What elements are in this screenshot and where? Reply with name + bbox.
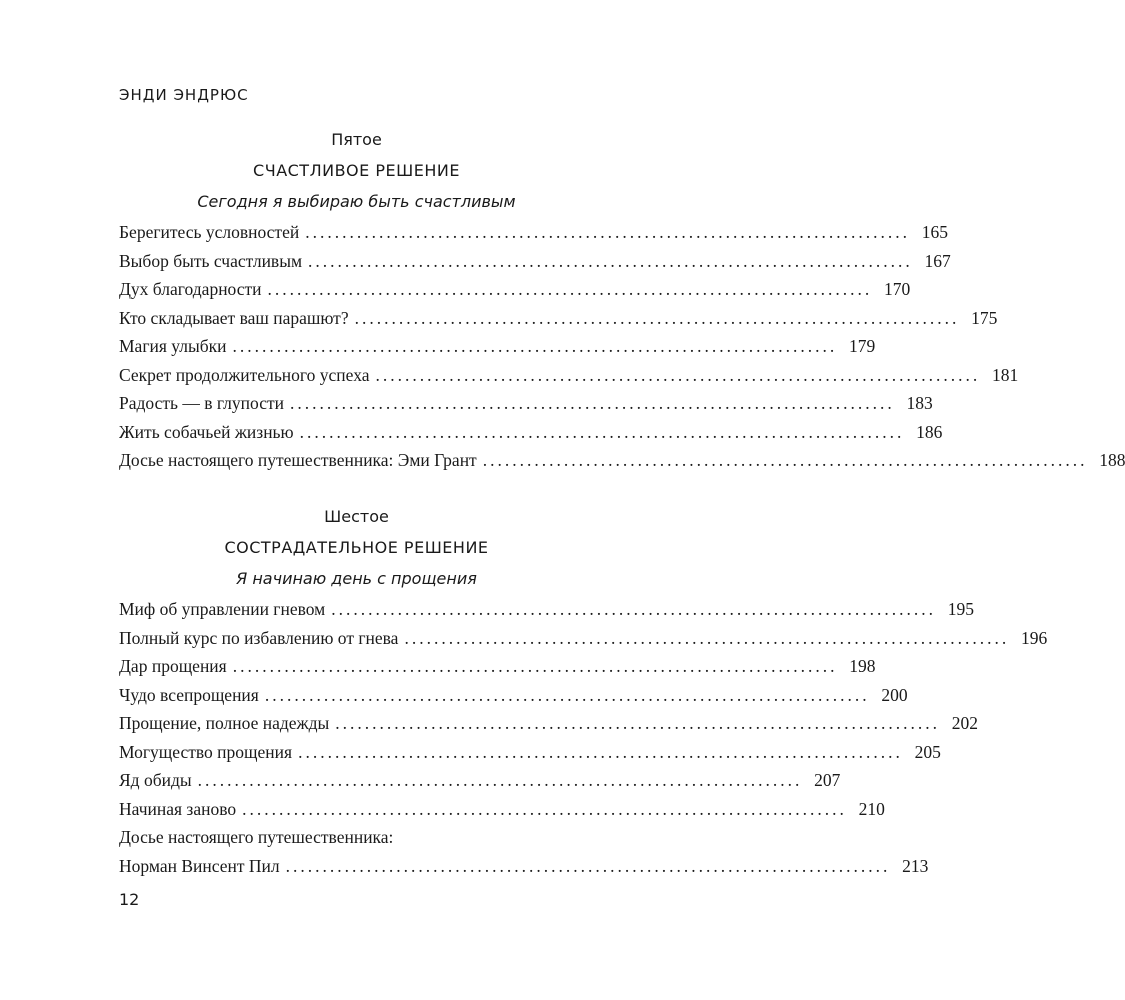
toc-entry[interactable] bbox=[119, 709, 979, 738]
toc-entry-title: Дар прощения bbox=[119, 656, 227, 676]
toc-entry[interactable] bbox=[119, 738, 941, 767]
toc-entry-title-line1: Досье настоящего путешественника: bbox=[119, 827, 394, 847]
toc-entry-page: 210 bbox=[858, 798, 885, 819]
toc-entry-multiline-first[interactable] bbox=[119, 823, 594, 852]
toc-entry-page: 198 bbox=[849, 656, 876, 676]
toc-entry-page: 186 bbox=[916, 421, 943, 442]
dot-leader: .................................................................................. bbox=[264, 684, 870, 705]
dot-leader: .................................................................................. bbox=[298, 741, 903, 762]
toc-entry-page: 205 bbox=[914, 741, 941, 762]
toc-entry[interactable] bbox=[119, 418, 943, 447]
toc-entry-title: Кто складывает ваш парашют? bbox=[119, 307, 349, 328]
toc-entry-page: 195 bbox=[947, 599, 974, 619]
section-subtitle: Сегодня я выбираю быть счастливым bbox=[197, 192, 516, 211]
toc-entry[interactable] bbox=[119, 218, 948, 247]
toc-entry[interactable] bbox=[119, 247, 951, 276]
running-header-author: ЭНДИ ЭНДРЮС bbox=[119, 86, 249, 104]
toc-entry-page: 167 bbox=[924, 250, 951, 271]
section-title: СОСТРАДАТЕЛЬНОЕ РЕШЕНИЕ bbox=[224, 538, 489, 557]
dot-leader: .................................................................................. bbox=[305, 222, 910, 242]
toc-entry-title: Выбор быть счастливым bbox=[119, 250, 303, 271]
toc-entry-multiline-second[interactable] bbox=[119, 852, 929, 881]
toc-entry-page: 213 bbox=[902, 855, 929, 876]
dot-leader: .................................................................................. bbox=[232, 656, 838, 676]
toc-list bbox=[119, 595, 1048, 880]
toc-entry-page: 196 bbox=[1020, 627, 1048, 648]
toc-entry-title: Полный курс по избавлению от гнева bbox=[119, 627, 399, 648]
dot-leader: .................................................................................. bbox=[482, 450, 1088, 470]
toc-entry[interactable] bbox=[119, 275, 911, 304]
dot-leader: .................................................................................. bbox=[267, 279, 873, 299]
toc-entry-page: 181 bbox=[992, 364, 1019, 385]
toc-entry-title: Миф об управлении гневом bbox=[119, 599, 326, 619]
toc-section-6 bbox=[119, 505, 1048, 880]
toc-entry[interactable] bbox=[119, 332, 876, 361]
toc-entry-title: Берегитесь условностей bbox=[119, 222, 300, 242]
toc-section-5 bbox=[119, 128, 1125, 475]
toc-entry-page: 170 bbox=[884, 279, 911, 299]
dot-leader: .................................................................................. bbox=[308, 250, 913, 271]
toc-entry[interactable] bbox=[119, 595, 974, 624]
toc-entry-title: Дух благодарности bbox=[119, 279, 262, 299]
toc-entry-title: Магия улыбки bbox=[119, 336, 227, 356]
toc-entry[interactable] bbox=[119, 446, 1125, 475]
toc-entry-title: Досье настоящего путешественника: Эми Грант bbox=[119, 450, 477, 470]
dot-leader: .................................................................................. bbox=[404, 627, 1010, 648]
dot-leader: .................................................................................. bbox=[285, 855, 891, 876]
toc-entry[interactable] bbox=[119, 389, 933, 418]
dot-leader: .................................................................................. bbox=[375, 364, 981, 385]
dot-leader: .................................................................................. bbox=[197, 770, 803, 790]
dot-leader: .................................................................................. bbox=[299, 421, 905, 442]
toc-entry[interactable] bbox=[119, 361, 1019, 390]
section-number: Шестое bbox=[324, 507, 389, 526]
toc-entry-title: Могущество прощения bbox=[119, 741, 293, 762]
toc-entry-page: 165 bbox=[921, 222, 948, 242]
toc-entry-page: 188 bbox=[1099, 450, 1125, 470]
dot-leader: .................................................................................. bbox=[331, 599, 936, 619]
toc-entry-title: Жить собачьей жизнью bbox=[119, 421, 294, 442]
toc-entry-page: 207 bbox=[814, 770, 841, 790]
toc-entry-page: 183 bbox=[906, 393, 933, 413]
section-number: Пятое bbox=[331, 130, 382, 149]
toc-entry-page: 175 bbox=[971, 307, 998, 328]
dot-leader: .................................................................................. bbox=[354, 307, 960, 328]
toc-entry[interactable] bbox=[119, 766, 841, 795]
section-subtitle: Я начинаю день с прощения bbox=[236, 569, 477, 588]
toc-entry-page: 202 bbox=[951, 713, 979, 733]
dot-leader: .................................................................................. bbox=[232, 336, 838, 356]
toc-entry-title: Секрет продолжительного успеха bbox=[119, 364, 370, 385]
toc-entry-page: 179 bbox=[849, 336, 876, 356]
page-number: 12 bbox=[119, 890, 140, 909]
dot-leader: .................................................................................. bbox=[242, 798, 847, 819]
toc-entry-title-line2: Норман Винсент Пил bbox=[119, 855, 280, 876]
section-title: СЧАСТЛИВОЕ РЕШЕНИЕ bbox=[253, 161, 460, 180]
toc-entry[interactable] bbox=[119, 304, 998, 333]
toc-entry-title: Чудо всепрощения bbox=[119, 684, 259, 705]
toc-entry-page: 200 bbox=[881, 684, 908, 705]
toc-entry[interactable] bbox=[119, 795, 885, 824]
toc-list bbox=[119, 218, 1125, 475]
toc-entry[interactable] bbox=[119, 624, 1048, 653]
toc-entry-title: Прощение, полное надежды bbox=[119, 713, 330, 733]
toc-entry-title: Начиная заново bbox=[119, 798, 237, 819]
dot-leader: .................................................................................. bbox=[289, 393, 895, 413]
toc-entry-title: Радость — в глупости bbox=[119, 393, 284, 413]
toc-entry[interactable] bbox=[119, 681, 908, 710]
toc-entry[interactable] bbox=[119, 652, 876, 681]
toc-entry-title: Яд обиды bbox=[119, 770, 192, 790]
dot-leader: .................................................................................. bbox=[335, 713, 941, 733]
